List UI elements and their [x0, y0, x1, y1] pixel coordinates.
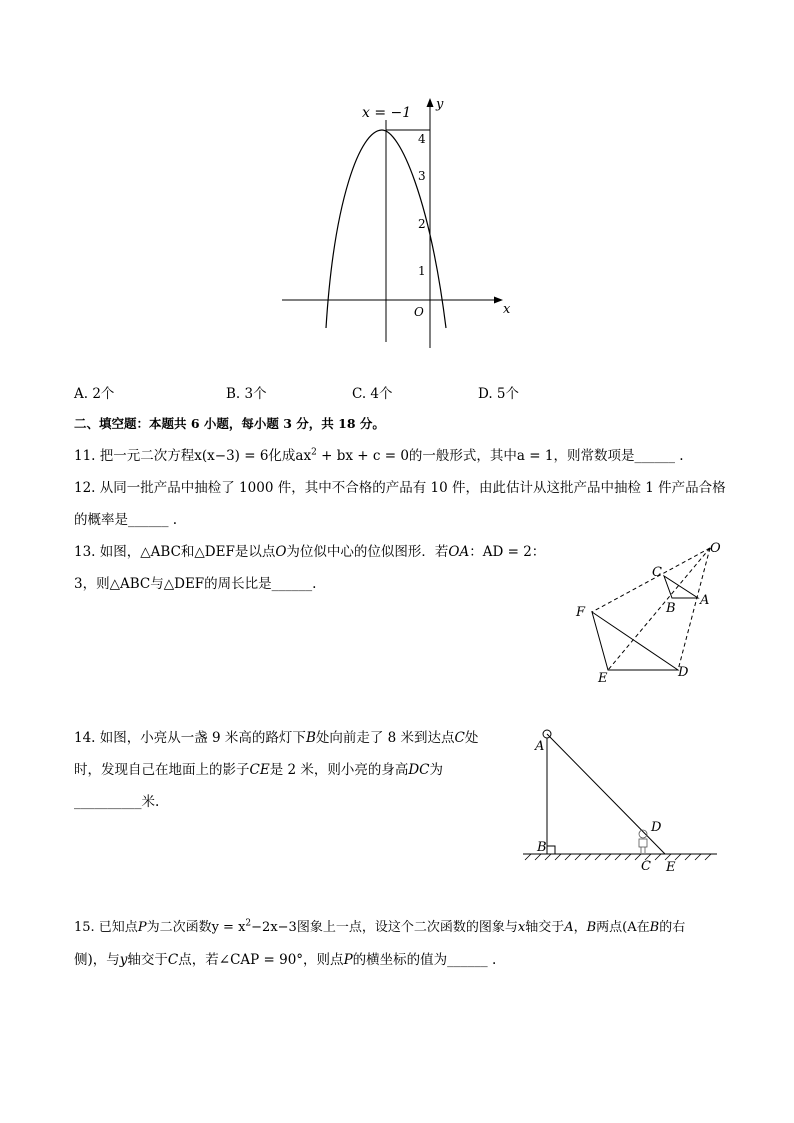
question-13-line2	[74, 572, 316, 592]
y-axis-label: y	[436, 97, 444, 112]
q13-text: 与	[150, 576, 164, 592]
y-axis-arrow	[427, 98, 434, 107]
choice-d: D. 5个	[478, 386, 520, 402]
q15-p: P	[343, 952, 353, 968]
ray-o-f	[592, 548, 710, 612]
question-14-line1	[74, 726, 478, 746]
q13-ratio: ：AD = 2：	[469, 544, 546, 560]
q15-eq-sup: 2	[245, 918, 252, 929]
q14-c: C	[454, 730, 465, 746]
origin-label: O	[414, 305, 424, 319]
q13-def: △DEF	[194, 544, 235, 560]
q13-text: 的周长比是______.	[204, 576, 317, 592]
q13-o: O	[275, 544, 287, 560]
tick-4: 4	[418, 132, 426, 146]
q15-text: 的横坐标的值为______ .	[352, 952, 497, 968]
q15-eq: −2x−3	[251, 920, 297, 935]
q14-dc: DC	[408, 762, 430, 778]
person-icon	[639, 830, 647, 853]
question-14-line3	[74, 790, 159, 810]
q14-b: B	[305, 730, 316, 746]
choice-c: C. 4个	[352, 386, 393, 402]
fig13-a: A	[700, 593, 710, 608]
q11-eq2-b: + bx + c = 0	[316, 448, 409, 464]
figure-14	[515, 722, 725, 882]
q15-x: x	[517, 920, 526, 935]
question-13-line1	[74, 540, 545, 560]
fig14-c: C	[641, 859, 651, 874]
q14-text: 处	[464, 730, 479, 746]
choice-a: A. 2个	[74, 386, 115, 402]
triangle-abc	[664, 576, 698, 598]
fig13-o: O	[710, 541, 721, 556]
q11-eq2-sup: 2	[311, 447, 317, 458]
fig14-e: E	[666, 860, 676, 875]
q11-eq1: x(x−3) = 6	[194, 448, 269, 464]
q14-text: 时，发现自己在地面上的影子	[74, 762, 250, 778]
q11-text-b: 化成	[268, 448, 296, 464]
tick-3: 3	[418, 169, 426, 183]
x-axis-label: x	[503, 302, 511, 317]
fig13-d: D	[678, 665, 689, 680]
tick-2: 2	[418, 217, 426, 231]
x-axis-arrow	[494, 297, 503, 304]
light-ray	[547, 734, 665, 854]
tick-1: 1	[418, 264, 426, 278]
question-11	[74, 444, 684, 464]
q11-text-a: 11. 把一元二次方程	[74, 448, 195, 464]
q13-def: △DEF	[163, 576, 205, 592]
choice-b: B. 3个	[226, 386, 267, 402]
q14-ce: CE	[249, 762, 270, 778]
q15-p: P	[137, 920, 147, 935]
question-15-line2	[74, 948, 496, 968]
q13-abc: △ABC	[140, 544, 181, 560]
q14-text: 是 2 米，则小亮的身高	[269, 762, 409, 778]
q13-text: 13. 如图，	[74, 544, 141, 560]
q15-b: B	[649, 920, 660, 935]
q15-c: C	[167, 952, 179, 968]
q14-text: 处向前走了 8 米到达点	[315, 730, 455, 746]
q15-text: 15. 已知点	[74, 920, 138, 935]
fig13-c: C	[652, 565, 662, 580]
q14-blank: __________	[74, 794, 142, 810]
q13-text: 和	[180, 544, 195, 560]
q13-oa: OA	[448, 544, 470, 560]
q15-y: y	[119, 952, 128, 968]
q15-eq: y = x	[211, 920, 246, 935]
fig14-d: D	[651, 820, 662, 835]
q13-text: 3，则	[74, 576, 110, 592]
section-heading: 二、填空题：本题共 6 小题，每小题 3 分，共 18 分。	[74, 416, 385, 431]
q15-text: 侧)，与	[74, 952, 120, 968]
q15-a: A	[564, 920, 574, 935]
question-15-line1	[74, 916, 685, 935]
q15-text: 轴交于	[525, 920, 565, 935]
question-12-line2: 的概率是______ .	[74, 512, 178, 528]
q14-text: 14. 如图，小亮从一盏 9 米高的路灯下	[74, 730, 306, 746]
fig14-b: B	[537, 840, 547, 855]
q11-eq2-a: ax	[295, 448, 312, 464]
q14-unit: 米.	[141, 794, 160, 810]
question-12-line1: 12. 从同一批产品中抽检了 1000 件，其中不合格的产品有 10 件，由此估计从这批产品中抽检 1 件产品合格	[74, 480, 726, 496]
q15-b: B	[586, 920, 597, 935]
q15-text: 轴交于	[127, 952, 168, 968]
fig13-b: B	[666, 601, 676, 616]
ground-hatching	[525, 854, 711, 860]
fig14-a: A	[535, 739, 545, 754]
axis-line-label: x = −1	[362, 105, 412, 121]
question-14-line2	[74, 758, 443, 778]
q11-eq3: a = 1	[516, 448, 554, 464]
fig13-e: E	[598, 671, 608, 686]
q13-text: 是以点	[234, 544, 276, 560]
q14-text: 为	[429, 762, 444, 778]
q15-text: 为二次函数	[146, 920, 212, 935]
q15-text: 两点(A在	[596, 920, 650, 935]
q13-abc: △ABC	[109, 576, 151, 592]
q15-text: ，	[573, 920, 587, 935]
right-angle-mark	[547, 846, 555, 854]
q15-text: 图象上一点，设这个二次函数的图象与	[296, 920, 518, 935]
q11-text-d: ，则常数项是______ .	[553, 448, 684, 464]
ray-o-d	[678, 548, 710, 670]
q15-text: 点，若∠CAP = 90°，则点	[178, 952, 344, 968]
triangle-def	[592, 612, 678, 670]
q11-text-c: 的一般形式，其中	[408, 448, 517, 464]
q15-text: 的右	[659, 920, 686, 935]
figure-13	[560, 530, 740, 690]
parabola-graph	[0, 0, 794, 360]
fig13-f: F	[576, 605, 586, 620]
q13-text: 为位似中心的位似图形．若	[286, 544, 449, 560]
